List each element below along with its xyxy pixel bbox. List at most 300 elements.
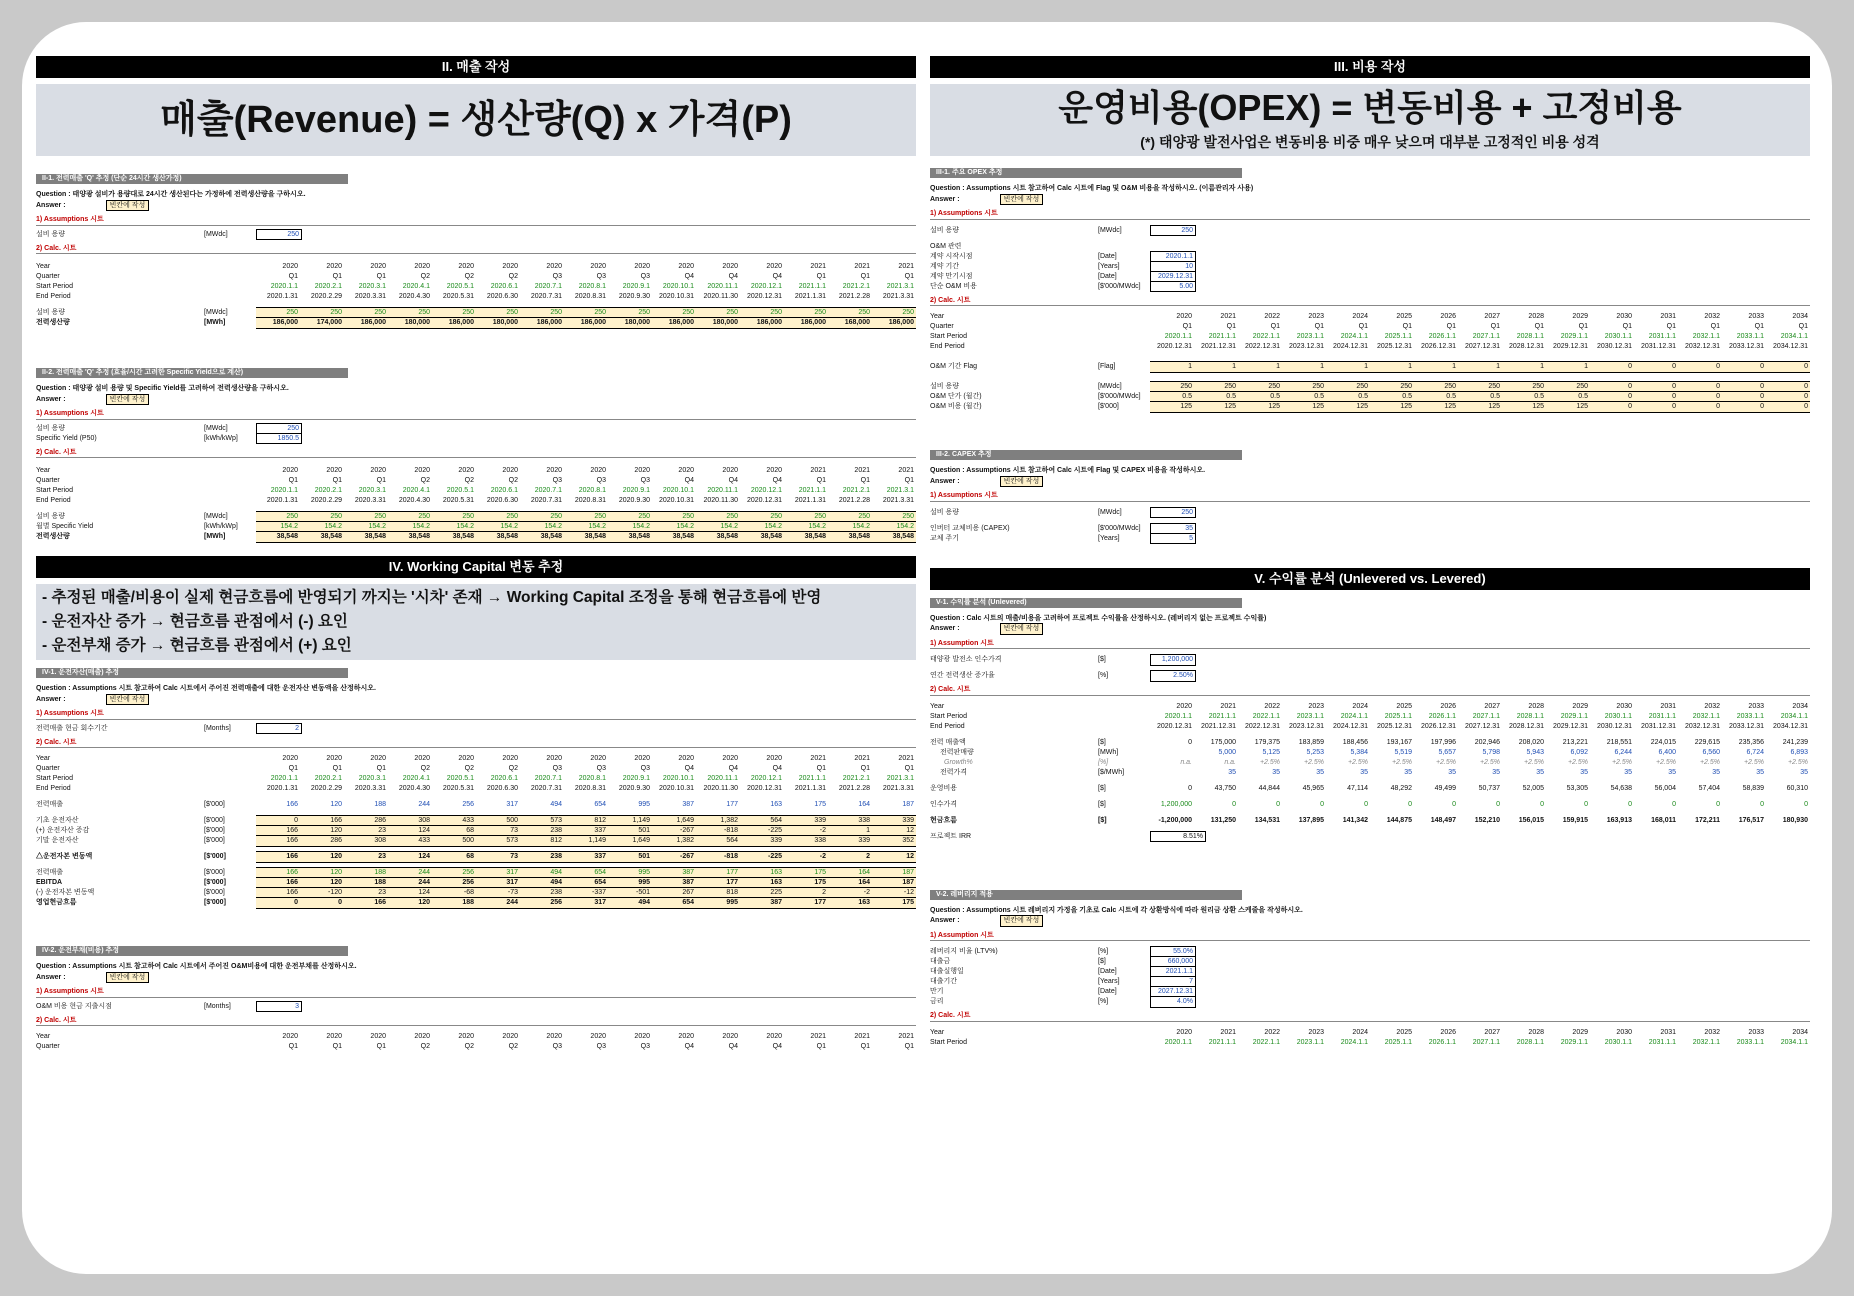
cell-value: 2027 [1484,702,1500,710]
return-analysis-title: V. 수익률 분석 (Unlevered vs. Levered) [930,568,1810,590]
assump-row [36,1002,916,1012]
cell-value: 186,000 [756,319,782,327]
cell-value: 73 [510,827,518,835]
cells [1150,332,1810,342]
cell-value: +2.5% [1435,758,1456,766]
cell-value: 35 [1360,768,1368,776]
cell-value: 2020.1.31 [266,497,298,505]
cell-value: 38,548 [276,533,298,541]
cell-value: 2020.5.31 [442,785,474,793]
cell-value: 1 [1232,363,1236,371]
row-year [930,702,1810,712]
cell-value: 2020.4.30 [398,497,430,505]
assump-row [930,655,1810,665]
cell-value: 654 [594,801,606,809]
cell-value: 2020.3.1 [358,775,386,783]
cell-value: 218,551 [1606,738,1632,746]
section-5-1 [930,590,1810,842]
cell-value: -2 [819,853,826,861]
cell-value: 125 [1180,403,1192,411]
cell-value: 238 [550,889,562,897]
cell-value: 433 [418,837,430,845]
assump-input[interactable]: 3 [256,1001,302,1013]
row-unit: [$'000] [1098,403,1119,411]
cell-value: Q1 [904,765,914,773]
row-sales [36,800,916,810]
row-opex [930,784,1810,794]
cell-value: 188,456 [1342,738,1368,746]
cell-value: 5,798 [1482,748,1500,756]
cell-value: 2032 [1704,1028,1720,1036]
cell-value: +2.5% [1303,758,1324,766]
cell-value: 188 [374,801,386,809]
cell-value: 0.5 [1402,393,1412,401]
assump-unit: [Months] [204,1002,231,1010]
cell-value: 0 [1364,800,1368,808]
cell-value: 2023.12.31 [1288,722,1324,730]
assump-row [930,997,1810,1007]
cell-value: 2020 [590,263,606,271]
row-end [36,784,916,794]
row-cashflow [930,816,1810,826]
cell-value: 2021.12.31 [1200,343,1236,351]
row-label: Start Period [36,775,73,783]
cell-value: 387 [682,879,694,887]
cell-value: 2022.1.1 [1252,1038,1280,1046]
cell-value: 1 [1188,363,1192,371]
cell-value: 0.5 [1578,393,1588,401]
cell-value: 0.5 [1226,393,1236,401]
answer-box[interactable]: 빈칸에 작성 [1000,623,1044,635]
cell-value: 35 [1712,768,1720,776]
cell-value: 180,930 [1782,816,1808,824]
assump-input[interactable]: 55.0% [1150,946,1196,958]
cell-value: 995 [638,869,650,877]
cell-value: 0 [1452,800,1456,808]
cell-value: 35 [1536,768,1544,776]
assump-row [930,671,1810,681]
row-quarter [930,322,1810,332]
cell-value: 0 [1628,403,1632,411]
cell-value: 2020 [458,263,474,271]
cell-value: 68 [466,853,474,861]
cell-value: 2020.8.1 [578,775,606,783]
cell-value: 164 [858,869,870,877]
calc-title: 2) Calc. 시트 [36,244,916,255]
cell-value: 267 [682,889,694,897]
cell-value: 2020 [590,1033,606,1041]
cell-value: 159,915 [1562,816,1588,824]
cell-value: 2023.1.1 [1296,333,1324,341]
cell-value: 2032.12.31 [1684,722,1720,730]
cell-value: 38,548 [408,533,430,541]
assump-input[interactable]: 5.00 [1150,281,1196,293]
calc-title: 2) Calc. 시트 [36,1016,916,1027]
cell-value: 38,548 [672,533,694,541]
cell-value: 250 [418,309,430,317]
cell-value: 166 [286,801,298,809]
answer-box[interactable]: 빈칸에 작성 [1000,194,1044,206]
cell-value: 339 [858,837,870,845]
cell-value: 250 [506,309,518,317]
cell-value: 250 [1312,383,1324,391]
cell-value: 154.2 [280,523,298,531]
assump-input[interactable]: 250 [256,423,302,435]
cell-value: 35 [1228,768,1236,776]
assump-label: Specific Yield (P50) [36,434,97,442]
cell-value: 250 [1576,383,1588,391]
cell-value: 2022 [1264,1028,1280,1036]
answer-box[interactable]: 빈칸에 작성 [106,694,150,706]
row-label: Start Period [930,712,967,720]
cells [256,800,916,810]
cell-value: 5,000 [1218,748,1236,756]
cell-value: 500 [506,817,518,825]
cell-value: 2021 [810,755,826,763]
cell-value: Q4 [772,765,782,773]
row-revenue [930,738,1810,748]
cell-value: 2020 [326,755,342,763]
cell-value: 2028.12.31 [1508,722,1544,730]
row-generation [36,532,916,542]
assump-input[interactable]: 5 [1150,533,1196,545]
assump-input[interactable]: 35 [1150,523,1196,535]
answer-box[interactable]: 빈칸에 작성 [1000,915,1044,927]
cell-value: 337 [594,827,606,835]
row-label: (+) 운전자산 증감 [36,827,90,835]
cell-value: 2020.1.1 [270,487,298,495]
cell-value: 177 [726,879,738,887]
cell-value: 0.5 [1314,393,1324,401]
cell-value: 0 [1672,383,1676,391]
cell-value: 2032.1.1 [1692,712,1720,720]
question-text: Question : 태양광 설비가 용량대로 24시간 생산된다는 가정하에 전력생산량을 구하시오. [36,191,306,198]
answer-box[interactable]: 빈칸에 작성 [106,200,150,212]
cell-value: 2020 [282,263,298,271]
cell-value: 125 [1400,403,1412,411]
cell-value: 38,548 [716,533,738,541]
cell-value: 2 [866,853,870,861]
cell-value: Q1 [1182,323,1192,331]
cell-value: 501 [638,853,650,861]
cell-value: 0 [1760,363,1764,371]
cell-value: 2020 [1176,1028,1192,1036]
cell-value: 229,615 [1694,738,1720,746]
cell-value: 352 [902,837,914,845]
section-header: V-2. 레버리지 적용 [930,890,1242,900]
cell-value: +2.5% [1259,758,1280,766]
cell-value: 0.5 [1182,393,1192,401]
assump-input[interactable]: 2021.1.1 [1150,966,1196,978]
cell-value: 250 [1400,383,1412,391]
cell-value: 2026.12.31 [1420,722,1456,730]
cell-value: 163 [858,899,870,907]
cell-value: 154.2 [764,523,782,531]
cell-value: 148,497 [1430,816,1456,824]
cell-value: 2021 [898,1033,914,1041]
row-label: 현금흐름 [930,816,958,824]
cell-value: Q1 [1490,323,1500,331]
cell-value: 6,092 [1570,748,1588,756]
assump-label: 대출실행일 [930,968,964,976]
cells [256,272,916,282]
cell-value: Q4 [684,1043,694,1051]
answer-row [36,972,916,984]
cell-value: 2032.1.1 [1692,333,1720,341]
cell-value: -501 [635,889,650,897]
cell-value: 2033 [1748,313,1764,321]
cell-value: 187 [902,869,914,877]
cell-value: 1,382 [720,817,738,825]
cell-value: 154.2 [368,523,386,531]
cell-value: 654 [682,899,694,907]
cell-value: 186,000 [272,319,298,327]
row-volume [930,748,1810,758]
assump-label: O&M 비용 현금 지출시점 [36,1002,112,1010]
answer-box[interactable]: 빈칸에 작성 [106,394,150,406]
assump-unit: [Years] [1098,262,1120,270]
cell-value: 166 [286,879,298,887]
cell-value: 286 [374,817,386,825]
row-label: 전력매출 [36,801,64,809]
row-label: Quarter [36,477,60,485]
cells [256,754,916,764]
cell-value: 2022.12.31 [1244,343,1280,351]
cell-value: 2020.3.1 [358,283,386,291]
cell-value: 0 [294,817,298,825]
cell-value: 0 [1496,800,1500,808]
cell-value: 0 [1804,800,1808,808]
cell-value: 2020.6.30 [486,497,518,505]
cell-value: +2.5% [1347,758,1368,766]
cell-value: 2031 [1660,1028,1676,1036]
cell-value: 47,114 [1347,784,1368,792]
row-unit: [$'000] [204,879,226,887]
assump-input[interactable]: 10 [1150,261,1196,273]
cell-value: 38,548 [320,533,342,541]
cell-value: 250 [1180,383,1192,391]
cell-value: 2020.2.1 [314,775,342,783]
cell-value: 2029 [1572,702,1588,710]
cell-value: 2020.9.1 [622,487,650,495]
cell-value: 2027.1.1 [1472,712,1500,720]
section-header: III-2. CAPEX 추정 [930,450,1242,460]
cell-value: 166 [286,889,298,897]
row-label: Start Period [36,283,73,291]
question-text: Question : Assumptions 시트 참고하여 Calc 시트에 Flag 및 O&M 비용을 작성하시오. (이름관리자 사용) [930,185,1254,192]
cell-value: 2033 [1748,702,1764,710]
cell-value: 494 [550,869,562,877]
cell-value: 2020 [502,1033,518,1041]
cell-value: 238 [550,853,562,861]
cell-value: 2024.1.1 [1340,1038,1368,1046]
row-label: Year [36,467,51,475]
cell-value: 2020 [370,467,386,475]
row-end [36,496,916,506]
cell-value: 0 [338,899,342,907]
row-unit: [MWh] [1098,748,1119,756]
cell-value: -225 [767,827,782,835]
answer-box[interactable]: 빈칸에 작성 [106,972,150,984]
cell-value: 1 [1320,363,1324,371]
cell-value: 2020.8.1 [578,487,606,495]
cell-value: Q1 [1446,323,1456,331]
cell-value: 166 [286,869,298,877]
cell-value: 250 [550,309,562,317]
assump-input[interactable]: 7 [1150,976,1196,988]
cell-value: 2023.12.31 [1288,343,1324,351]
cell-value: Q1 [904,273,914,281]
cell-value: 250 [770,513,782,521]
cell-value: 250 [902,309,914,317]
cell-value: +2.5% [1787,758,1808,766]
cells [256,851,916,863]
assump-input[interactable]: 4.0% [1150,996,1196,1008]
cell-value: Q1 [1622,323,1632,331]
cell-value: 573 [550,817,562,825]
cell-value: 564 [770,817,782,825]
row-unit: [%] [1098,758,1109,766]
cell-value: 2021 [898,467,914,475]
cell-value: 2034.1.1 [1780,333,1808,341]
cell-value: 0 [1672,393,1676,401]
assump-input[interactable]: 250 [1150,225,1196,237]
cell-value: 2020.2.29 [310,785,342,793]
revenue-formula: 매출(Revenue) = 생산량(Q) x 가격(P) [36,84,916,156]
cell-value: 2023.1.1 [1296,1038,1324,1046]
cell-value: 250 [814,309,826,317]
cell-value: 0 [1716,800,1720,808]
cell-value: 2020 [1176,313,1192,321]
assump-input[interactable]: 2027.12.31 [1150,986,1196,998]
row-start [930,1038,1810,1048]
cell-value: 23 [378,827,386,835]
cell-value: +2.5% [1699,758,1720,766]
cell-value: 2021 [810,263,826,271]
cell-value: 2020.7.1 [534,283,562,291]
assump-row [930,242,1810,252]
cell-value: 2020.11.1 [707,775,738,783]
cell-value: Q2 [508,765,518,773]
assump-input[interactable]: 660,000 [1150,956,1196,968]
row-unit: [$'000] [204,899,226,907]
cell-value: 154.2 [456,523,474,531]
cell-value: 2020 [678,467,694,475]
assump-input[interactable]: 250 [256,229,302,241]
row-unit: [$] [1098,738,1106,746]
revenue-section-title: II. 매출 작성 [36,56,916,78]
cell-value: 250 [682,309,694,317]
cell-value: Q1 [860,765,870,773]
cell-value: 0 [1672,363,1676,371]
cell-value: 2020 [546,263,562,271]
assump-input[interactable]: 2029.12.31 [1150,271,1196,283]
cell-value: 2020.12.1 [750,487,782,495]
cell-value: Q3 [596,765,606,773]
cell-value: Q1 [816,273,826,281]
cell-value: 2021.3.1 [886,775,914,783]
assump-unit: [$'000/MWdc] [1098,524,1141,532]
cell-value: +2.5% [1391,758,1412,766]
cell-value: Q3 [552,477,562,485]
cell-value: Q4 [728,273,738,281]
cell-value: 1 [1276,363,1280,371]
cell-value: 2020.12.31 [1156,722,1192,730]
cell-value: 175 [814,879,826,887]
cells [1150,401,1810,413]
cell-value: 2020.4.1 [402,775,430,783]
cell-value: 163 [770,801,782,809]
cell-value: 250 [1532,383,1544,391]
assump-unit: [%] [1098,948,1109,956]
row-end [930,722,1810,732]
section-header: IV-1. 운전자산(매출) 추정 [36,668,348,678]
cell-value: Q1 [904,477,914,485]
assump-input[interactable]: 2 [256,723,302,735]
cell-value: 2020.11.1 [707,487,738,495]
cell-value: 2020 [722,1033,738,1041]
cell-value: 2030 [1616,313,1632,321]
cell-value: 250 [374,513,386,521]
cell-value: 0 [1804,363,1808,371]
cell-value: 250 [638,309,650,317]
cell-value: 250 [1488,383,1500,391]
irr-value[interactable]: 8.51% [1150,831,1206,843]
row-label: Year [930,702,945,710]
cell-value: 2020 [326,1033,342,1041]
assump-unit: [Years] [1098,534,1120,542]
assump-input[interactable]: 250 [1150,507,1196,519]
assump-input[interactable]: 2020.1.1 [1150,251,1196,263]
cell-value: 2020.7.1 [534,487,562,495]
cell-value: 0 [294,899,298,907]
answer-label: Answer : [36,695,66,703]
row-label: Quarter [36,273,60,281]
assump-input[interactable]: 1850.5 [256,433,302,445]
answer-box[interactable]: 빈칸에 작성 [1000,476,1044,488]
row-unit: [$'000] [204,889,225,897]
row-unit: [$'000] [204,827,225,835]
cell-value: 1,200,000 [1160,800,1192,808]
row-unit: [$] [1098,784,1106,792]
cell-value: 45,965 [1302,784,1324,792]
cost-note: (*) 태양광 발전사업은 변동비용 비중 매우 낮으며 대부분 고정적인 비용 성격 [1140,134,1600,150]
calc-title: 2) Calc. 시트 [930,296,1810,307]
cell-value: 5,253 [1306,748,1324,756]
row-label: Quarter [36,765,60,773]
cell-value: 2020 [766,263,782,271]
section-2-2 [36,360,916,542]
cell-value: 2021 [1220,1028,1236,1036]
cell-value: 2030 [1616,1028,1632,1036]
cell-value: 812 [594,817,606,825]
cell-value: 2024 [1352,702,1368,710]
cell-value: 5,943 [1526,748,1544,756]
cell-value: 2020 [370,755,386,763]
row-om-cost [930,402,1810,412]
cell-value: Q1 [1754,323,1764,331]
cell-value: 48,292 [1390,784,1412,792]
assump-input[interactable]: 2.50% [1150,670,1196,682]
cell-value: Q3 [552,273,562,281]
cell-value: 244 [418,869,430,877]
cell-value: 23 [378,889,386,897]
row-quarter [36,272,916,282]
cell-value: 2020.9.30 [618,497,650,505]
cell-value: 2020 [766,467,782,475]
assump-input[interactable]: 1,200,000 [1150,654,1196,666]
cell-value: 154.2 [500,523,518,531]
